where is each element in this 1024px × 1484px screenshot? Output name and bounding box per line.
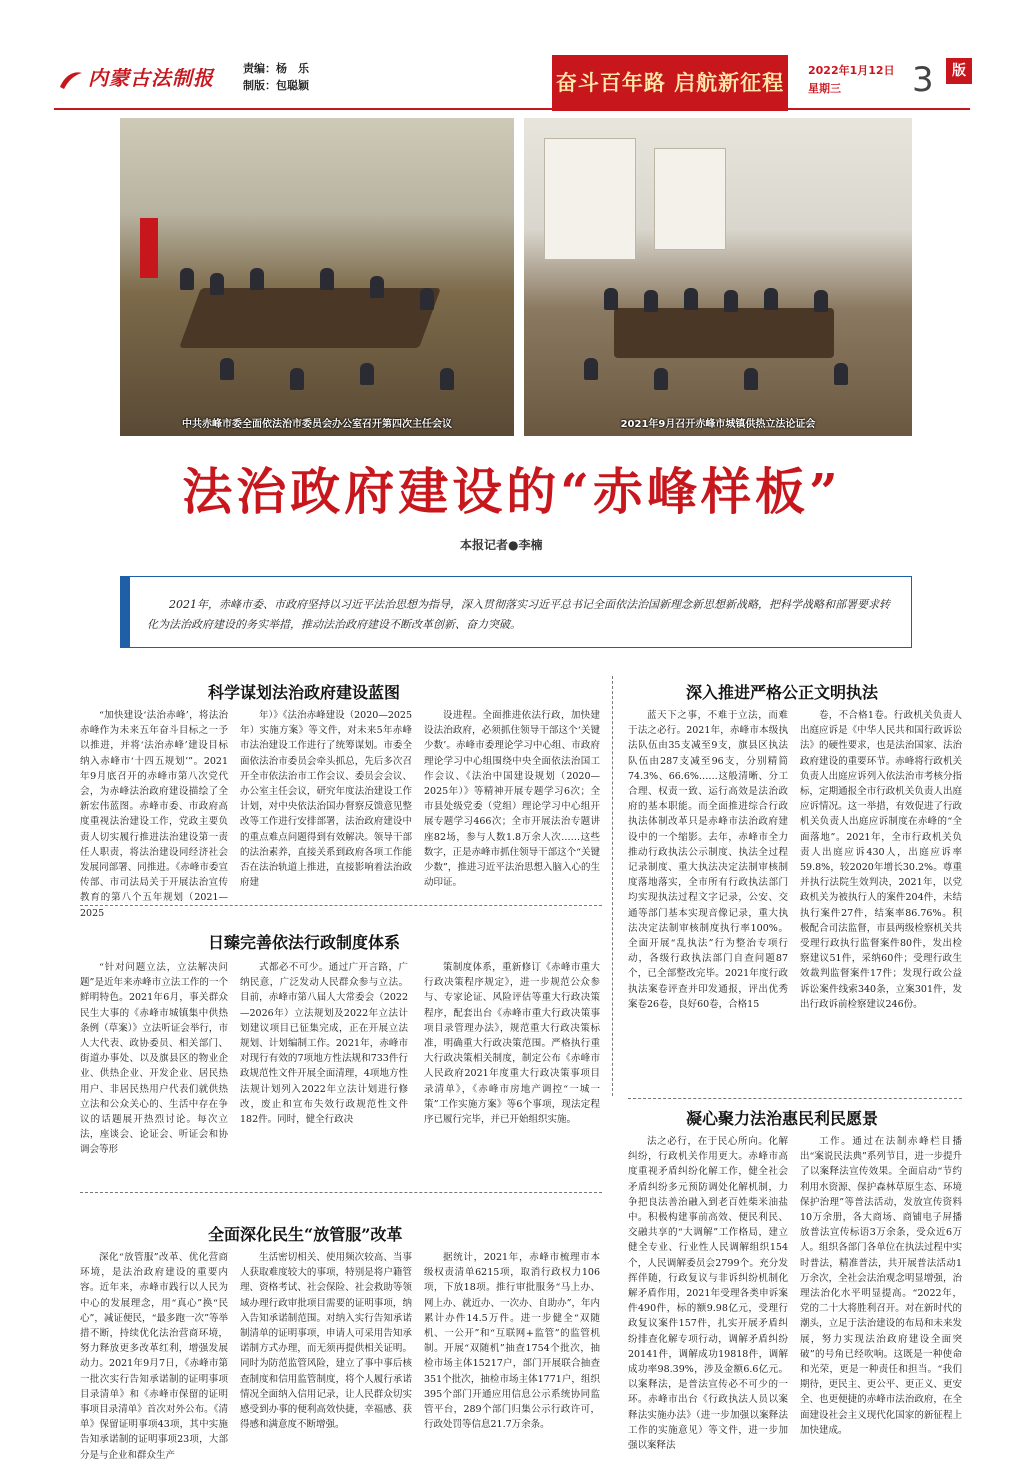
photo-caption-left: 中共赤峰市委全面依法治市委员会办公室召开第四次主任会议 (182, 419, 452, 430)
attendee (764, 288, 778, 310)
logo-text: 内蒙古法制报 (88, 66, 214, 90)
section-divider (628, 1098, 962, 1099)
column-text: 卷，不合格1卷。行政机关负责人出庭应诉是《中华人民共和国行政诉讼法》的硬性要求，也是法治国家、法治政府建设的重要环节。赤峰将行政机关负责人出庭应诉列入依法治市考核分指标，定期通报全市行政机关负责人出庭应诉情况。这一举措，有效促进了行政机关负责人出庭应诉制度在赤峰的“全面落地”。2021年，全市行政机关负责人出庭应诉430人，出庭应诉率59.8%，较2020年增长30.2%。尊重并执行法院生效判决，2021年，以党政机关为被执行人的案件204件，未结执行案件27件，结案率86.76%。积极配合司法监督，市县两级检察机关共受理行政执行监督案件80件，发出检察建议51件，采纳60件；受理行政生效裁判监督案件17件；发现行政公益诉讼案件线索340条，立案301件，发出行政诉前检察建议246份。 (800, 710, 962, 1010)
article-column (240, 960, 408, 1180)
page-label: 版 (946, 58, 972, 84)
article-column (628, 1134, 788, 1474)
article-column (424, 1250, 600, 1476)
editor-credits (243, 60, 309, 94)
section-title-text: 全面深化民生“放管服”改革 (208, 1225, 403, 1244)
attendee (814, 290, 828, 312)
attendee (724, 290, 738, 312)
column-text: “加快建设‘法治赤峰’，将法治赤峰作为未来五年奋斗目标之一予以推进，并将‘法治赤峰’建设目标纳入赤峰市‘十四五规划’”。2021年9月底召开的赤峰市第八次党代会，为赤峰法治政府建设描绘了全新宏伟蓝图。赤峰市委、市政府高度重视法治建设工作，党政主要负责人切实履行推进法治建设第一责任人职责，将法治建设同经济社会发展同部署、同推进。《赤峰市委宣传部、市司法局关于开展法治宣传教育的第八个五年规划（2021—2025 (80, 710, 228, 919)
column-text: 深化“放管服”改革、优化营商环境，是法治政府建设的重要内容。近年来，赤峰市践行以人民为中心的发展理念，用“真心”换“民心”，减证便民，“最多跑一次”等举措不断，持续优化法治营商环境，努力释放更多改革红利，增强发展动力。2021年9月7日，《赤峰市第一批次实行告知承诺制的证明事项目录清单》和《赤峰市保留的证明事项目录清单》首次对外公布。《清单》保留证明事项43项，其中实施告知承诺制的证明事项23项，大部分是与企业和群众生产 (80, 1252, 228, 1461)
article-column (628, 708, 788, 1092)
attendee (250, 268, 264, 290)
column-text: “针对问题立法，立法解决问题”是近年来赤峰市立法工作的一个鲜明特色。2021年6月，事关群众民生大事的《赤峰市城镇集中供热条例（草案）》立法听证会举行，市人大代表、政协委员、相关部门、街道办事处、以及旗县区的物业企业、供热企业、开发企业、居民热用户、非居民热用户代表们就供热立法和公众关心的、生活中存在争议的话题展开热烈讨论。每次立法，座谈会、论证会、听证会和协调会等形 (80, 962, 228, 1156)
logo-swoosh-icon (58, 69, 84, 91)
attendee (360, 363, 374, 385)
column-text: 据统计，2021年，赤峰市梳理市本级权责清单6215项，取消行政权力106项，下放18项。推行审批服务“马上办、网上办、就近办、一次办、自助办”，年内累计办件14.5万件。进一步健全“双随机、一公开”和“互联网+监管”的监管机制。开展“双随机”抽查1754个批次，抽检市场主体15217户，部门开展联合抽查351个批次，抽检市场主体1771户，组织395个部门开通应用信息公示系统协同监管平台，289个部门归集公示行政许可，行政处罚等信息21.7万余条。 (424, 1252, 600, 1431)
attendee (684, 288, 698, 310)
newspaper-logo[interactable] (58, 62, 228, 94)
attendee (654, 368, 668, 390)
section-title-system (208, 930, 400, 953)
section-title-text: 凝心聚力法治惠民利民愿景 (686, 1109, 879, 1128)
column-text: 策制度体系，重新修订《赤峰市重大行政决策程序规定》，进一步规范公众参与、专家论证、风险评估等重大行政决策程序，配套出台《赤峰市重大行政决策事项目录管理办法》，规范重大行政决策标准，明确重大行政决策范围。严格执行重大行政决策相关制度，制定公布《赤峰市人民政府2021年度重大行政决策事项目录清单》，《赤峰市房地产调控“一城一策”工作实施方案》等6个事项，现法定程序已履行完毕，并已开始组织实施。 (424, 962, 600, 1126)
page-number-box (902, 58, 972, 106)
article-column (80, 1250, 228, 1476)
section-title-text: 深入推进严格公正文明执法 (686, 683, 879, 702)
section-title-law-enforcement (686, 680, 878, 703)
article-column (424, 708, 600, 892)
conference-table (179, 288, 441, 348)
section-divider (80, 905, 602, 906)
section-title-blueprint (208, 680, 400, 703)
attendee (210, 273, 224, 295)
attendee (644, 290, 658, 312)
attendee (584, 358, 598, 380)
article-column (80, 960, 228, 1180)
photo-caption-right: 2021年9月召开赤峰市城镇供热立法论证会 (620, 419, 816, 430)
issue-weekday: 星期三 (808, 82, 841, 95)
masthead-rule (54, 108, 970, 110)
production-line: 制版：包聪颖 (243, 79, 309, 92)
lead-accent-bar (120, 576, 130, 648)
section-title-public-welfare (686, 1106, 878, 1129)
column-text: 生活密切相关、使用频次较高、当事人获取难度较大的事项，特别是将户籍管理、资格考试、社会保险、社会救助等领域办理行政审批项目需要的证明事项，纳入告知承诺制范围。对纳入实行告知承诺制清单的证明事项，申请人可采用告知承诺制方式办理，而无须再提供相关证明。同时为防范监管风险，建立了事中事后核查制度和信用监管制度，将个人履行承诺情况全面纳入信用记录，让人民群众切实感受到办事的便利高效快捷，幸福感、获得感和满意度不断增强。 (240, 1252, 412, 1431)
attendee (420, 288, 434, 310)
byline: 本报记者●李楠 (460, 538, 543, 552)
window-decoration (544, 138, 636, 260)
column-divider (612, 676, 613, 1096)
section-title-text: 日臻完善依法行政制度体系 (208, 933, 401, 952)
masthead (0, 0, 1024, 110)
article-column (80, 708, 228, 919)
column-text: 式都必不可少。通过广开言路，广纳民意，广泛发动人民群众参与立法。目前，赤峰市第八届人大常委会（2022—2026年）立法规划及2022年立法计划建议项目已征集完成，正在开展立法规划、计划编制工作。2021年，赤峰市对现行有效的7项地方性法规和733件行政规范性文件开展全面清理，4项地方性法规计划列入2022年立法计划进行修改，废止和宣布失效行政规范性文件182件。同时，健全行政决 (240, 962, 408, 1126)
issue-date: 2022年1月12日 (808, 64, 895, 77)
attendee (834, 363, 848, 385)
article-column (800, 1134, 962, 1474)
article-column (240, 708, 412, 892)
attendee (744, 368, 758, 390)
flag-decoration (140, 218, 158, 278)
lead-text: 2021年，赤峰市委、市政府坚持以习近平法治思想为指导，深入贯彻落实习近平总书记全面依法治国新理念新思想新战略，把科学战略和部署要求转化为法治政府建设的务实举措，推动法治政府建设不断改革创新、奋力突破。 (147, 598, 890, 631)
attendee (370, 276, 384, 298)
window-decoration (654, 148, 726, 250)
section-title-reform (208, 1222, 402, 1245)
attendee (180, 268, 194, 290)
page-number: 3 (912, 60, 934, 100)
meeting-photo-left (120, 118, 514, 436)
date-block (808, 62, 895, 98)
column-text: 工作。通过在法制赤峰栏目播出“案说民法典”系列节目，进一步提升了以案释法宣传效果。全面启动“节约利用水资源、保护森林草原生态、环境保护治理”等普法活动，发放宣传资料10万余册，各大商场、商铺电子屏播放普法宣传标语3万余条，受众近6万人。组织各部门各单位在执法过程中实时普法，精准普法，共开展普法活动1万余次，全社会法治观念明显增强，治理法治化水平明显提高。“2022年，党的二十大将胜利召开。对在新时代的潮头，立足于法治建设的布局和未来发展，努力实现法治政府建设全面突破”的号角已经吹响。这既是一种使命和光荣，更是一种责任和担当。“我们期待，更民主、更公平、更正义、更安全、也更便捷的赤峰市法治政府，在全面建设社会主义现代化国家的新征程上加快建成。 (800, 1136, 962, 1436)
meeting-photo-right (524, 118, 912, 436)
lead-box (120, 576, 912, 648)
column-text: 设进程。全面推进依法行政，加快建设法治政府，必须抓住领导干部这个‘关键少数’。赤峰市委理论学习中心组、市政府理论学习中心组围绕中央全面依法治国工作会议、《法治中国建设规划（2020—2025年）》等精神开展专题学习6次；全市县处级党委（党组）理论学习中心组开展专题学习466次；全市开展法治专题讲座82场，参与人数1.8万余人次……这些数字，正是赤峰市抓住领导干部这个“关键少数”，推进习近平法治思想入脑入心的生动印证。 (424, 710, 600, 889)
attendee (440, 368, 454, 390)
section-title-text: 科学谋划法治政府建设蓝图 (208, 683, 401, 702)
attendee (604, 288, 618, 310)
column-text: 法之必行，在于民心所向。化解纠纷，行政机关作用更大。赤峰市高度重视矛盾纠纷化解工作，健全社会矛盾纠纷多元预防调处化解机制，力争把良法善治融入到老百姓柴米油盐中。积极构建事前高效、便民利民、交融共享的“大调解”工作格局，建立健全专业、行业性人民调解组织154个，人民调解委员会2799个。充分发挥伴随，行政复议与非诉纠纷机制化解矛盾作用，2021年受理各类申诉案件490件，标的额9.98亿元，受理行政复议案件157件，扎实开展矛盾纠纷排查化解专项行动，调解矛盾纠纷20141件，调解成功19818件，调解成功率98.39%，涉及金额6.6亿元。以案释法，是普法宣传必不可少的一环。赤峰市出台《行政执法人员以案释法实施办法》（进一步加强以案释法工作的实施意见）等文件，进一步加强以案释法 (628, 1136, 788, 1452)
attendee (320, 268, 334, 290)
section-divider (80, 1192, 602, 1193)
main-headline: 法治政府建设的“赤峰样板” (182, 462, 842, 521)
slogan-banner: 奋斗百年路 启航新征程 (552, 55, 788, 111)
conference-table (614, 308, 834, 358)
column-text: 年）》《法治赤峰建设（2020—2025年）实施方案》等文件，对未来5年赤峰市法治建设工作进行了统筹谋划。市委全面依法治市委员会牵头抓总，先后多次召开全市依法治市工作会议、委员会会议、办公室主任会议，研究年度法治建设工作计划，对中央依法治国办督察反馈意见整改等工作进行安排部署，法治政府建设中的重点难点问题得到有效解决。领导干部的法治素养，直接关系到政府各项工作能否在法治轨道上推进，直接影响着法治政府建 (240, 710, 412, 889)
column-text: 蓝天下之事，不难于立法，而难于法之必行。2021年，赤峰市本级执法队伍由35支减至9支，旗县区执法队伍由287支减至96支，分别精简74.3%、66.6%……这般清晰、分工合理、权责一致、运行高效是法治政府的基本职能。而全面推进综合行政执法体制改革只是赤峰市法治政府建设中的一个缩影。去年，赤峰市全力推动行政执法公示制度、执法全过程记录制度、重大执法决定法制审核制度落地落实，全市所有行政执法部门均实现执法过程文字记录，公安、交通等部门基本实现音像记录，重大执法决定法制审核制度执行率100%。全面开展“乱执法”行为整治专项行动，各级行政执法部门自查问题87个，已全部整改完毕。2021年度行政执法案卷评查并印发通报，评出优秀案卷26卷，良好60卷，合格15 (628, 710, 788, 1010)
attendee (290, 368, 304, 390)
editor-line: 责编：杨 乐 (243, 62, 309, 75)
article-column (424, 960, 600, 1180)
article-column (240, 1250, 412, 1476)
article-column (800, 708, 962, 1092)
attendee (220, 358, 234, 380)
